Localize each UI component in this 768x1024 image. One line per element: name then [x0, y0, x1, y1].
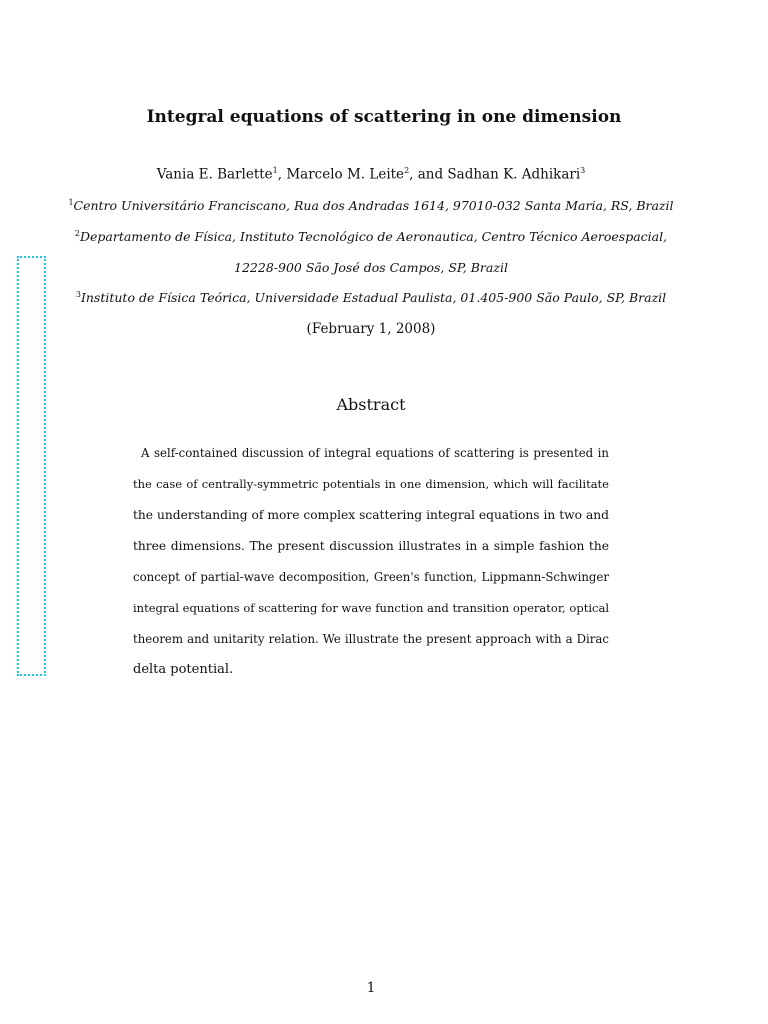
- affiliation-text: Instituto de Física Teórica, Universidade Estadual Paulista, 01.405-900 São Paulo, SP, Brazil: [80, 290, 667, 306]
- author-2-mark: 2: [404, 166, 410, 175]
- author-3-mark: 3: [580, 166, 586, 175]
- abstract-line: concept of partial-wave decomposition, Green's function, Lippmann-Schwinger: [133, 570, 609, 584]
- abstract-line: A self-contained discussion of integral equations of scattering is presented in: [141, 446, 609, 460]
- affiliation-mark: 1: [68, 198, 74, 207]
- author-3: , and Sadhan K. Adhikari: [409, 166, 581, 183]
- abstract-line: theorem and unitarity relation. We illustrate the present approach with a Dirac: [133, 632, 609, 646]
- author-1: Vania E. Barlette: [156, 166, 273, 183]
- author-2: , Marcelo M. Leite: [277, 166, 405, 183]
- affiliation-2: [0, 229, 742, 244]
- abstract-line: integral equations of scattering for wave function and transition operator, optical: [133, 601, 609, 615]
- abstract-line: the understanding of more complex scattering integral equations in two and: [133, 508, 609, 522]
- abstract-line: delta potential.: [133, 662, 234, 677]
- affiliation-2-continued: [0, 260, 742, 275]
- affiliation-mark: 2: [74, 229, 80, 238]
- affiliation-mark: 3: [75, 290, 81, 299]
- affiliation-3: [0, 290, 742, 305]
- affiliation-text: Departamento de Física, Instituto Tecnológico de Aeronautica, Centro Técnico Aeroespacial,: [79, 229, 668, 245]
- margin-selection-box: [17, 256, 46, 676]
- abstract-line: three dimensions. The present discussion illustrates in a simple fashion the: [133, 539, 609, 553]
- affiliation-1: [0, 198, 742, 213]
- paper-date: (February 1, 2008): [306, 321, 436, 337]
- paper-title: Integral equations of scattering in one dimension: [146, 107, 622, 127]
- abstract-heading: Abstract: [336, 395, 406, 414]
- affiliation-text: Centro Universitário Franciscano, Rua dos Andradas 1614, 97010-032 Santa Maria, RS, Brazil: [73, 198, 674, 214]
- author-list: [0, 166, 742, 183]
- abstract-line: the case of centrally-symmetric potentials in one dimension, which will facilitate: [133, 477, 609, 491]
- affiliation-text: 12228-900 São José dos Campos, SP, Brazil: [234, 260, 508, 275]
- author-1-mark: 1: [272, 166, 278, 175]
- page-number: 1: [366, 980, 376, 996]
